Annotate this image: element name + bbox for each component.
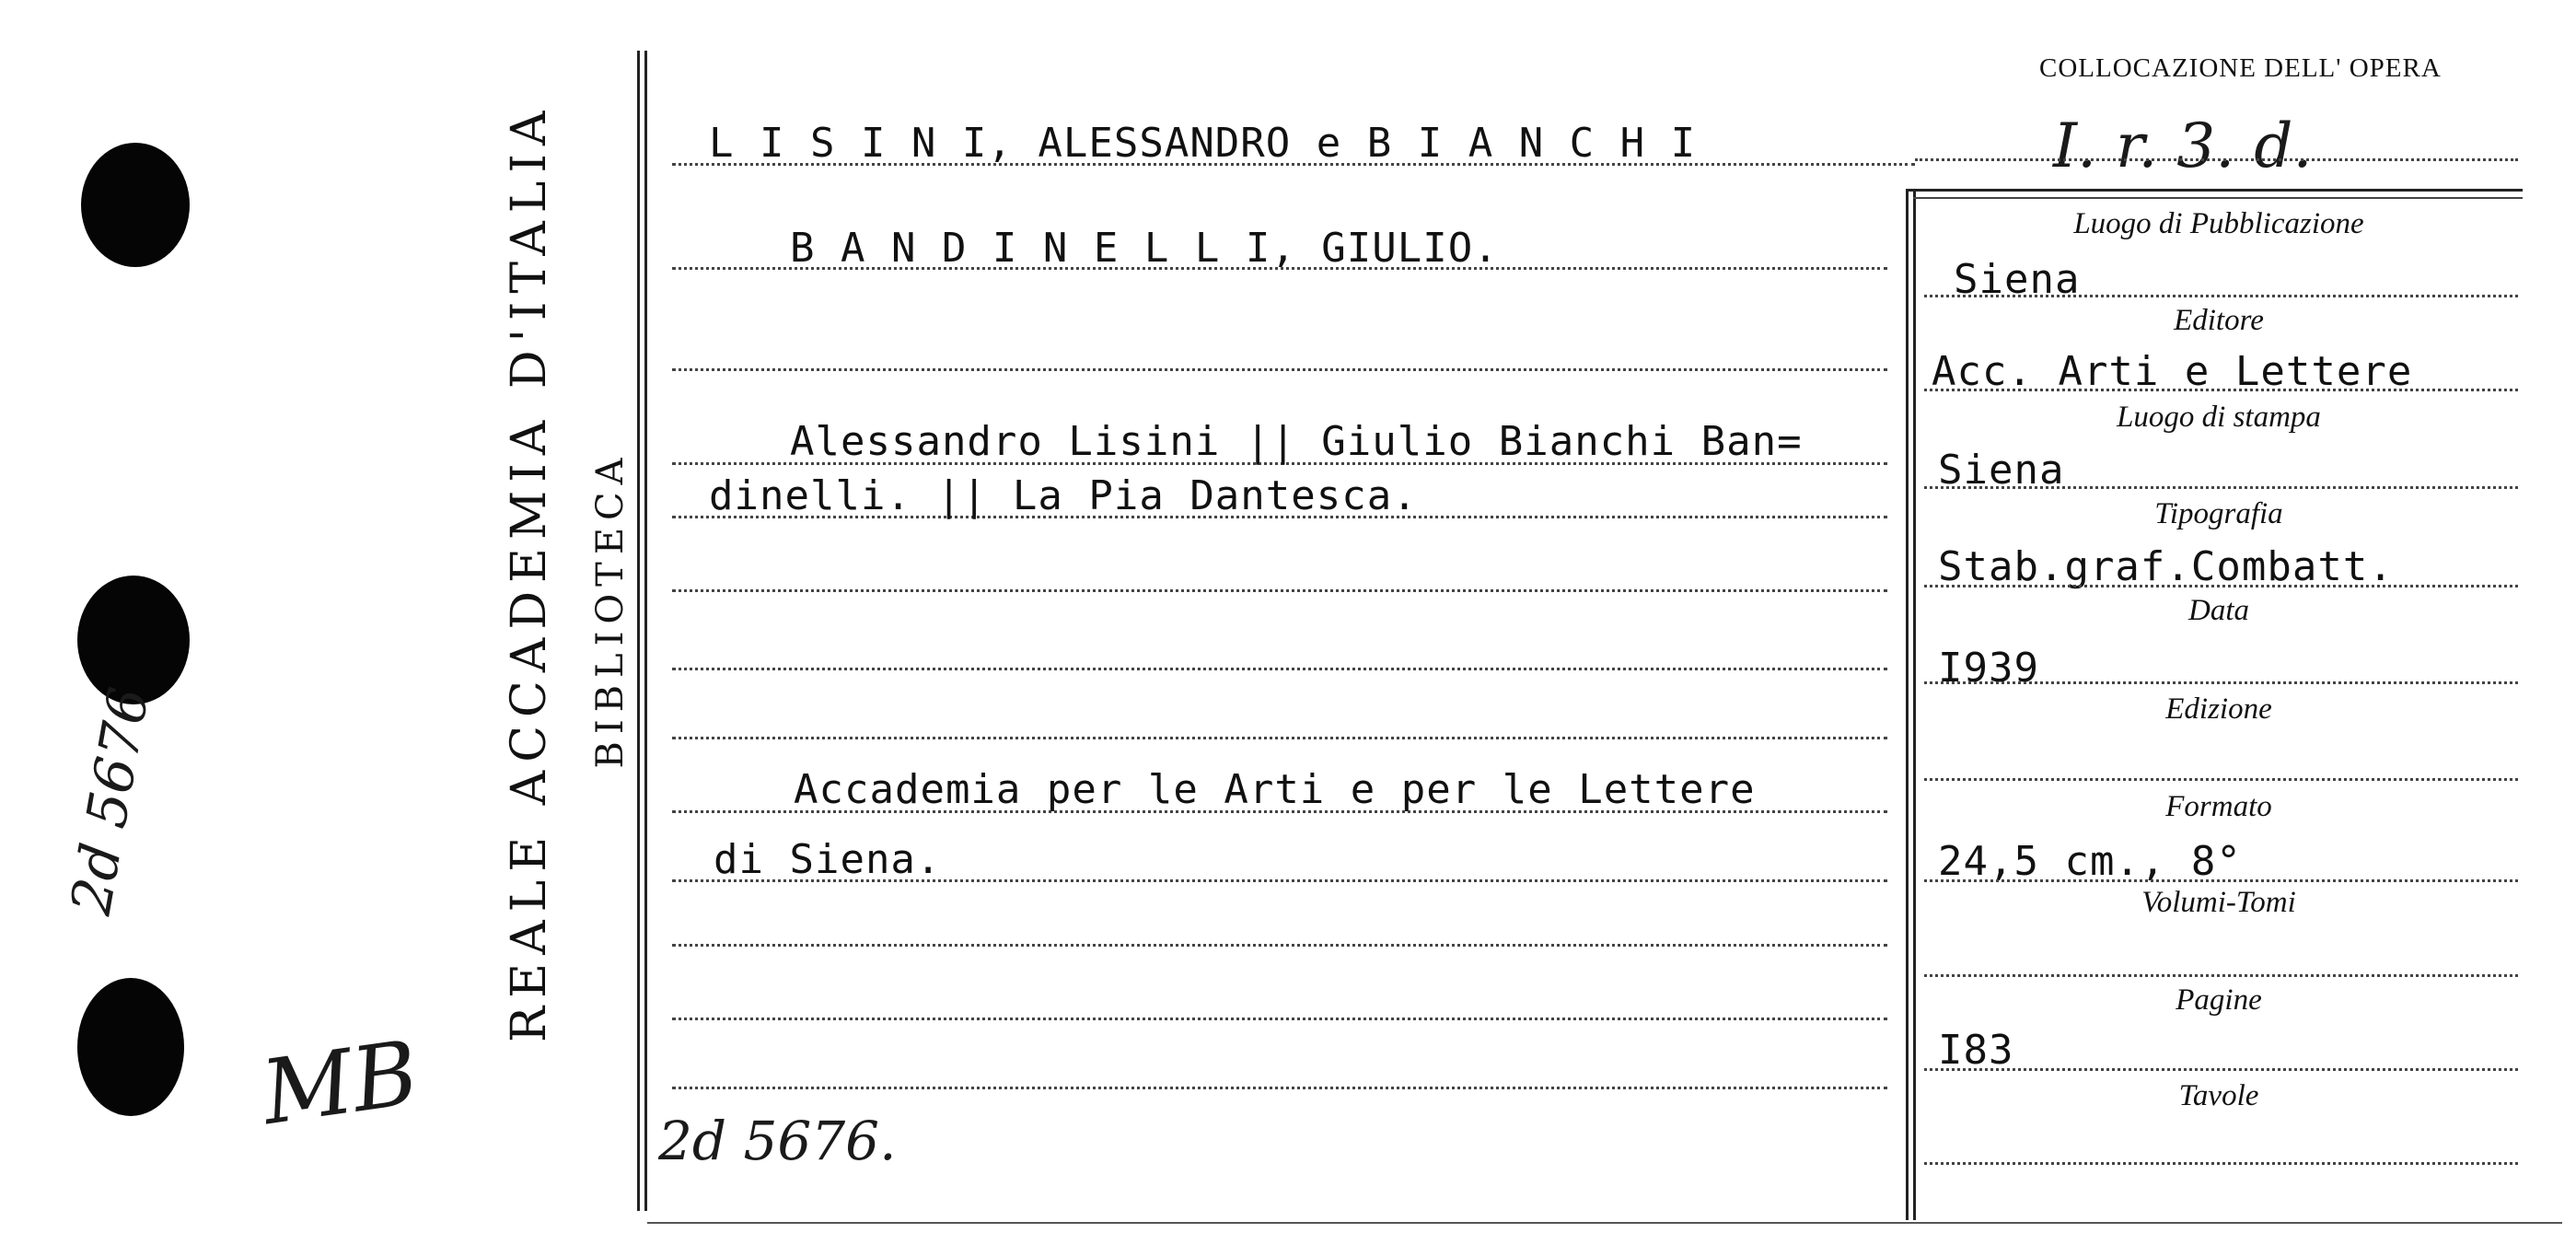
punch-hole-bottom: [77, 978, 184, 1116]
collocation-value: I. r. 3. d.: [2053, 111, 2313, 181]
author-line-2: B A N D I N E L L I, GIULIO.: [790, 225, 1499, 272]
field-line-1: [1924, 295, 2518, 297]
rule-line-13: [672, 1087, 1887, 1089]
field-label-luogo-pubblicazione: Luogo di Pubblicazione: [2073, 207, 2364, 240]
collocation-line: [1915, 158, 2518, 161]
field-value-tipografia: Stab.graf.Combatt.: [1938, 543, 2394, 590]
punch-hole-top: [81, 143, 190, 267]
field-line-9: [1924, 1068, 2518, 1071]
field-line-2: [1924, 389, 2518, 391]
collocation-label: COLLOCAZIONE DELL' OPERA: [2039, 53, 2442, 83]
field-line-6: [1924, 778, 2518, 781]
rule-line-7: [672, 668, 1887, 670]
field-value-editore: Acc. Arti e Lettere: [1932, 348, 2413, 395]
field-line-5: [1924, 681, 2518, 684]
field-label-editore: Editore: [2174, 304, 2264, 337]
field-value-luogo-stampa: Siena: [1938, 447, 2065, 494]
rule-line-11: [672, 944, 1887, 947]
field-label-tavole: Tavole: [2178, 1079, 2259, 1112]
handwritten-initials: MB: [256, 1020, 424, 1146]
field-line-10: [1924, 1162, 2518, 1165]
field-value-pagine: I83: [1938, 1027, 2014, 1074]
field-label-tipografia: Tipografia: [2154, 497, 2283, 530]
title-line-1: Alessandro Lisini || Giulio Bianchi Ban=: [790, 418, 1803, 465]
right-box-rule: [1906, 189, 1909, 1220]
publisher-line-2: di Siena.: [714, 836, 942, 883]
title-line-2: dinelli. || La Pia Dantesca.: [709, 472, 1418, 519]
rule-line-3: [672, 368, 1887, 371]
field-line-4: [1924, 585, 2518, 587]
bottom-rule: [647, 1222, 2562, 1224]
field-line-8: [1924, 974, 2518, 977]
field-label-edizione: Edizione: [2165, 692, 2272, 726]
field-label-formato: Formato: [2165, 790, 2272, 823]
field-line-3: [1924, 486, 2518, 489]
field-label-data: Data: [2188, 594, 2249, 627]
field-value-data: I939: [1938, 645, 2039, 692]
left-rule: [637, 51, 640, 1211]
library-name: BIBLIOTECA: [589, 450, 632, 769]
field-line-7: [1924, 879, 2518, 882]
publisher-line-1: Accademia per le Arti e per le Lettere: [794, 766, 1756, 813]
institution-name: REALE ACCADEMIA D'ITALIA: [502, 102, 557, 1042]
field-label-volumi-tomi: Volumi-Tomi: [2141, 886, 2296, 919]
rule-line-8: [672, 737, 1887, 739]
right-box-top-rule: [1906, 189, 2523, 192]
rule-line-6: [672, 589, 1887, 592]
handwritten-inventory-vertical: 2d 5676: [58, 682, 163, 920]
field-value-formato: 24,5 cm., 8°: [1938, 838, 2242, 885]
right-box-top-rule-inner: [1913, 197, 2523, 199]
left-rule-inner: [644, 51, 647, 1211]
field-value-luogo-pubblicazione: Siena: [1954, 256, 2081, 303]
right-box-rule-inner: [1913, 189, 1916, 1220]
author-line-1: L I S I N I, ALESSANDRO e B I A N C H I: [709, 120, 1697, 167]
handwritten-inventory-bottom: 2d 5676.: [658, 1110, 897, 1172]
field-label-luogo-stampa: Luogo di stampa: [2117, 401, 2321, 434]
field-label-pagine: Pagine: [2176, 983, 2262, 1017]
rule-line-12: [672, 1018, 1887, 1020]
